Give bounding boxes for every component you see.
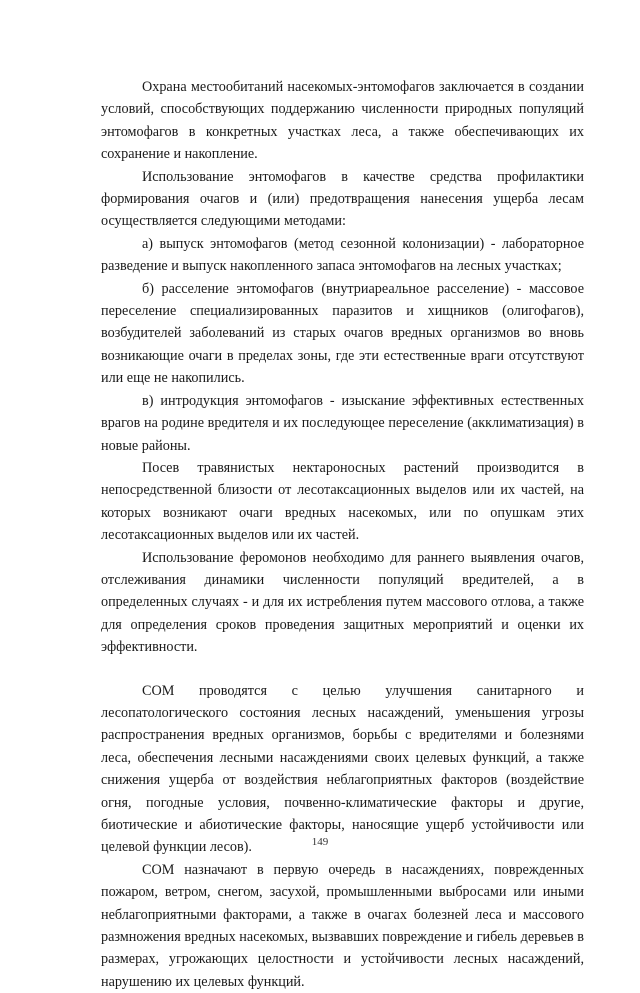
- paragraph-som-assignment: СОМ назначают в первую очередь в насаждениях, поврежденных пожаром, ветром, снегом, засухой, промышленными выбросами или иными неблагоприятными факторами, а также в очагах болезней леса и массового размножения вредных насекомых, вызвавших повреждение и гибель деревьев в размерах, угрожающих целостности и устойчивости лесных насаждений, нарушению их целевых функций.: [101, 861, 584, 990]
- paragraph-pheromones: Использование феромонов необходимо для раннего выявления очагов, отслеживания динамики численности популяций вредителей, а в определенных случаях - и для их истребления путем массового отлова, а также для определения сроков проведения защитных мероприятий и оценки их эффективности.: [101, 549, 584, 656]
- paragraph-som-purpose: СОМ проводятся с целью улучшения санитарного и лесопатологического состояния лесных насаждений, уменьшения угрозы распространения вредных организмов, борьбы с вредителями и болезнями леса, обеспечения лесными насаждениями своих целевых функций, а также снижения ущерба от воздействия неблагоприятных факторов (воздействие огня, погодные условия, почвенно-климатические факторы и другие, биотические и абиотические факторы, наносящие ущерб устойчивости или целевой функции лесов).: [101, 682, 584, 856]
- paragraph-method-resettlement: б) расселение энтомофагов (внутриареальное расселение) - массовое переселение специализированных паразитов и хищников (олигофагов), возбудителей заболеваний из старых очагов вредных организмов во вновь возникающие очаги в пределах зоны, где эти естественные враги отсутствуют или еще не накопились.: [101, 280, 584, 387]
- paragraph-entomophage-use: Использование энтомофагов в качестве средства профилактики формирования очагов и (или) предотвращения нанесения ущерба лесам осуществляется следующими методами:: [101, 168, 584, 230]
- paragraph-method-introduction: в) интродукция энтомофагов - изыскание эффективных естественных врагов на родине вредителя и их последующее переселение (акклиматизация) в новые районы.: [101, 392, 584, 454]
- paragraph-nectar-plants: Посев травянистых нектароносных растений производится в непосредственной близости от лесотаксационных выделов или их частей, на которых возникают очаги вредных насекомых, или по опушкам этих лесотаксационных выделов или их частей.: [101, 459, 584, 544]
- document-body: [101, 76, 584, 993]
- paragraph-entomophage-habitat: Охрана местообитаний насекомых-энтомофагов заключается в создании условий, способствующих поддержанию численности природных популяций энтомофагов в конкретных участках леса, а также обеспечивающих их сохранение и накопление.: [101, 79, 584, 163]
- paragraph-method-release: а) выпуск энтомофагов (метод сезонной колонизации) - лабораторное разведение и выпуск накопленного запаса энтомофагов на лесных участках;: [101, 235, 584, 275]
- page-number: 149: [311, 836, 329, 848]
